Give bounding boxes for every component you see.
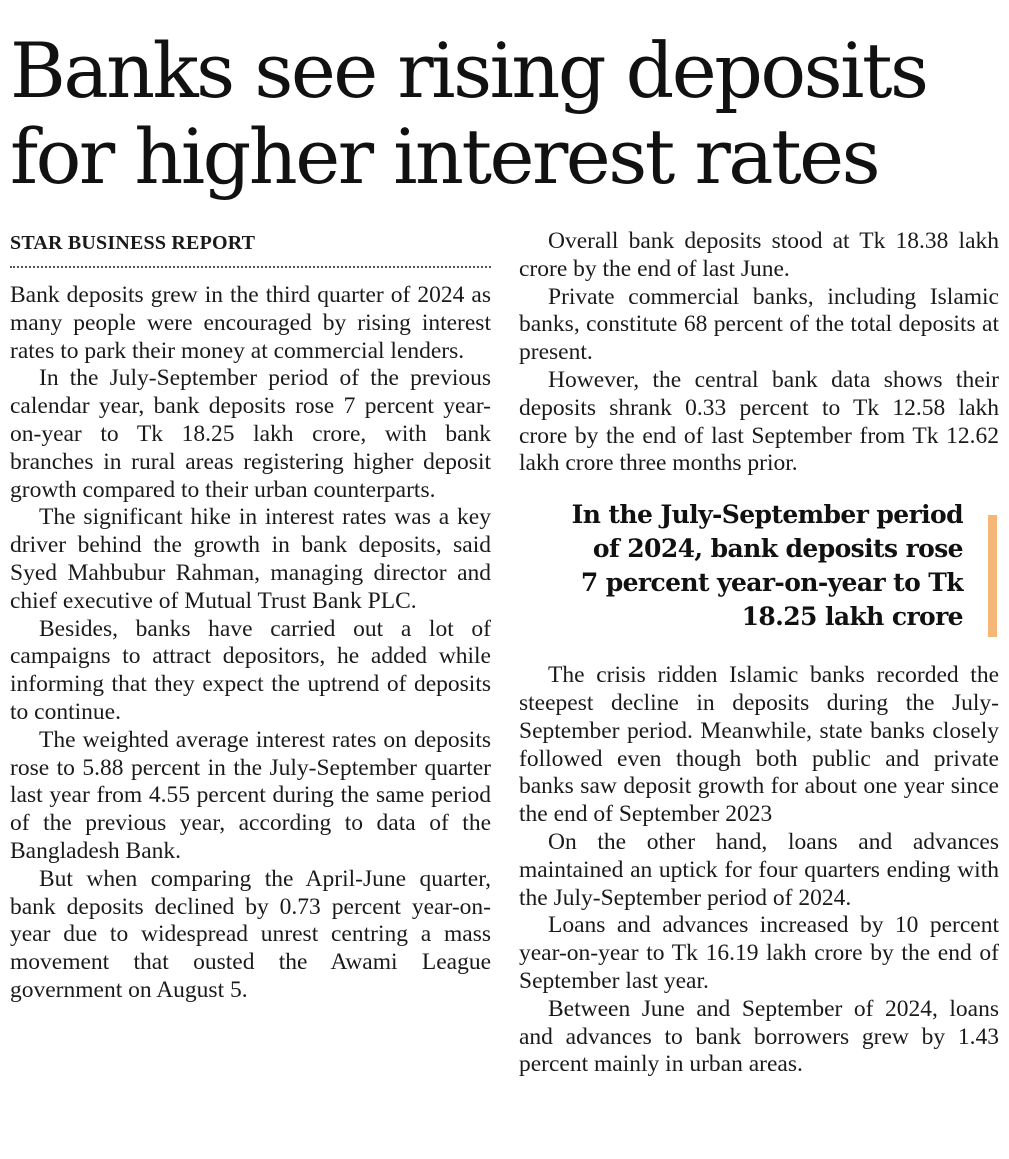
right-column — [519, 228, 999, 1079]
pull-quote — [519, 498, 999, 634]
pull-quote-line: of 2024, bank deposits rose — [592, 534, 963, 564]
paragraph: Bank deposits grew in the third quarter of 2024 as many people were encouraged by rising interest rates to park their money at commercial lenders. — [10, 282, 491, 364]
byline: STAR BUSINESS REPORT — [10, 232, 256, 254]
paragraph: However, the central bank data shows their deposits shrank 0.33 percent to Tk 12.58 lakh crore by the end of last September from Tk 12.62 lakh crore three months prior. — [519, 366, 999, 477]
paragraph: Besides, banks have carried out a lot of campaigns to attract depositors, he added while informing that they expect the uptrend of deposits to continue. — [10, 615, 491, 725]
paragraph: The crisis ridden Islamic banks recorded the steepest decline in deposits during the July-September period. Meanwhile, state banks closely followed even though both public and private banks saw deposit growth for about one year since the end of September 2023 — [519, 662, 999, 828]
headline — [10, 28, 1000, 200]
paragraph: Between June and September of 2024, loans and advances to bank borrowers grew by 1.43 percent mainly in urban areas. — [519, 995, 999, 1078]
pull-quote-line: 18.25 lakh crore — [741, 602, 963, 632]
paragraph: But when comparing the April-June quarter, bank deposits declined by 0.73 percent year-on-year due to widespread unrest centring a mass movement that ousted the Awami League government on August 5. — [10, 865, 491, 1003]
pull-quote-line: 7 percent year-on-year to Tk — [580, 568, 963, 598]
paragraph: Loans and advances increased by 10 percent year-on-year to Tk 16.19 lakh crore by the end of September last year. — [519, 912, 999, 994]
paragraph: On the other hand, loans and advances maintained an uptick for four quarters ending with the July-September period of 2024. — [519, 828, 999, 911]
paragraph: Private commercial banks, including Islamic banks, constitute 68 percent of the total deposits at present. — [519, 283, 999, 366]
headline-line: for higher interest rates — [10, 112, 879, 201]
paragraph: Overall bank deposits stood at Tk 18.38 lakh crore by the end of last June. — [519, 228, 999, 282]
paragraph: The significant hike in interest rates was a key driver behind the growth in bank deposits, said Syed Mahbubur Rahman, managing director and chief executive of Mutual Trust Bank PLC. — [10, 504, 491, 614]
byline-divider — [10, 266, 491, 268]
pull-quote-accent-bar — [988, 515, 997, 637]
pull-quote-line: In the July-September period — [571, 500, 963, 530]
headline-line: Banks see rising deposits — [10, 26, 927, 115]
paragraph: The weighted average interest rates on deposits rose to 5.88 percent in the July-September quarter last year from 4.55 percent during the same period of the previous year, according to data of the Bangladesh Bank. — [10, 726, 491, 864]
pull-quote-text — [519, 498, 963, 634]
left-column — [10, 228, 491, 1005]
paragraph: In the July-September period of the previous calendar year, bank deposits rose 7 percent year-on-year to Tk 18.25 lakh crore, with bank branches in rural areas registering higher deposit growth compared to their urban counterparts. — [10, 365, 491, 503]
